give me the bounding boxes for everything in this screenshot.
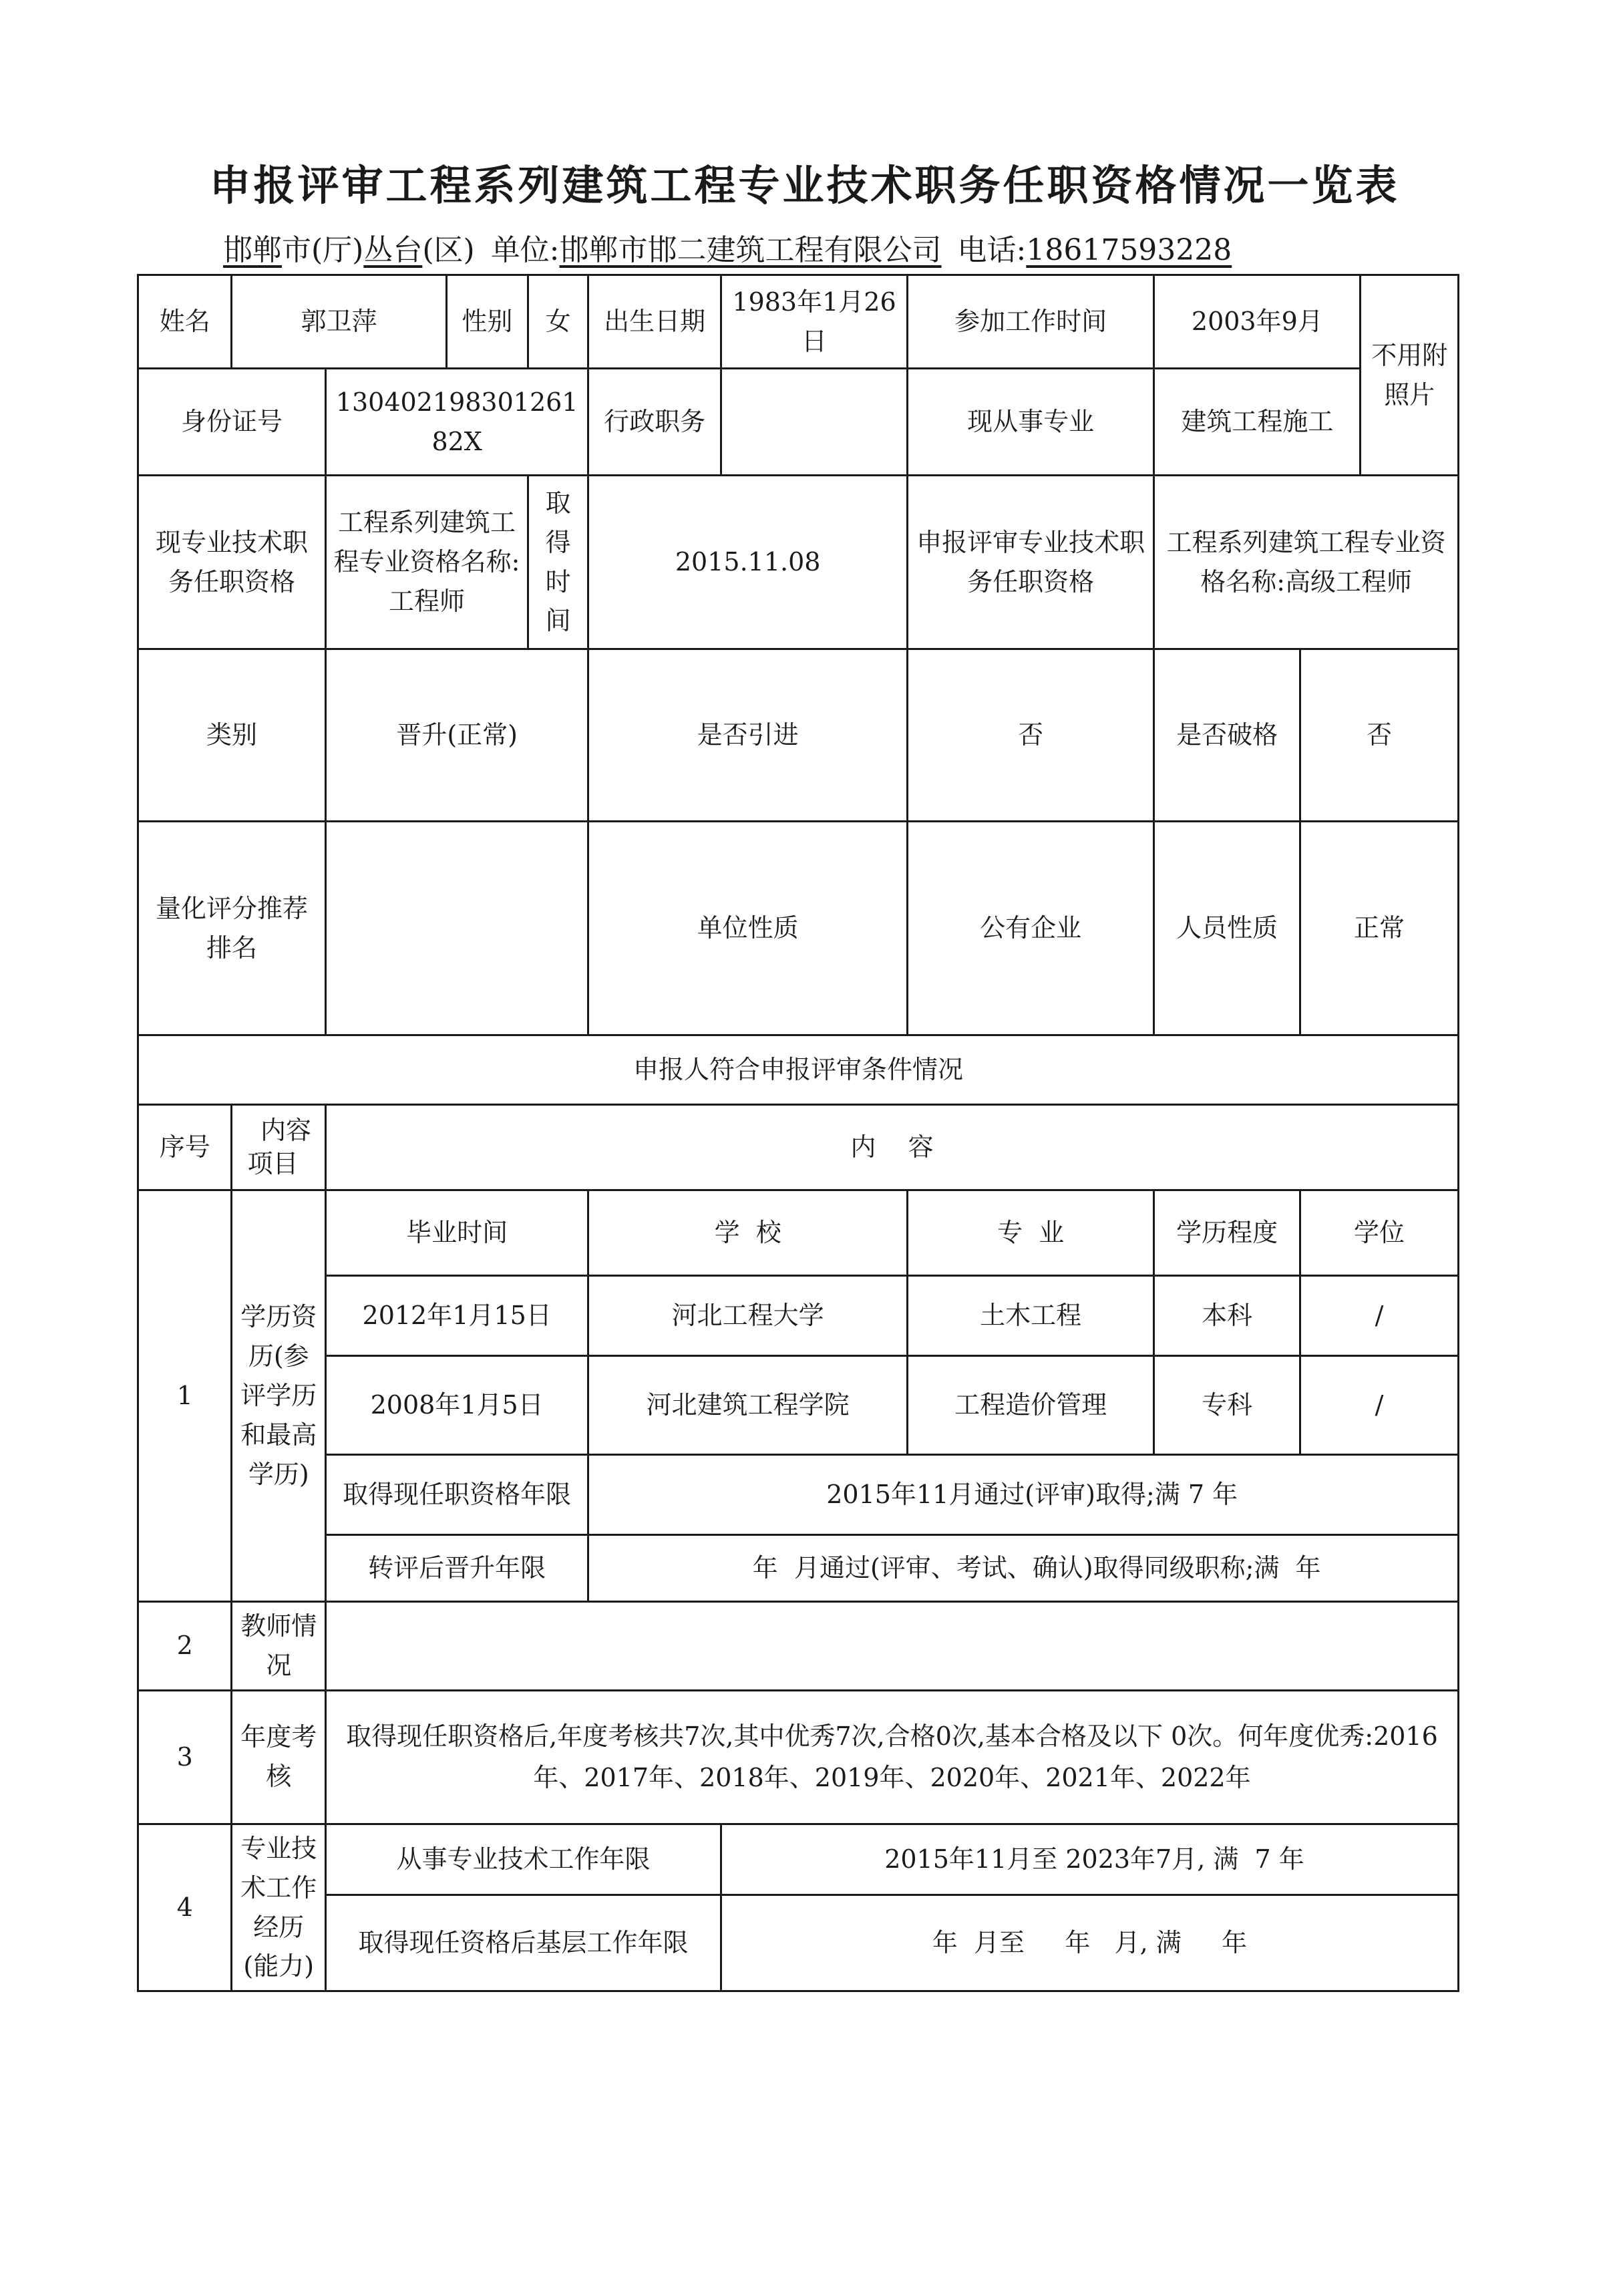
content-header-part: 内容: [260, 1116, 311, 1145]
education-row-1-time: 2012年1月15日: [325, 1276, 588, 1356]
experience-years-label: 从事专业技术工作年限: [325, 1824, 721, 1895]
current-qualification-label: 现专业技术职务任职资格: [138, 476, 326, 649]
unit-value: 邯郸市邯二建筑工程有限公司: [559, 233, 942, 267]
score-label: 量化评分推荐排名: [138, 822, 326, 1035]
item-header-part: 项目: [247, 1149, 299, 1179]
education-col-degree: 学位: [1300, 1190, 1459, 1276]
assessment-value: 取得现任职资格后,年度考核共7次,其中优秀7次,合格0次,基本合格及以下 0次。何年度优秀:2016年、2017年、2018年、2019年、2020年、2021年、2022年: [325, 1690, 1458, 1824]
birth-value: 1983年1月26日: [721, 275, 908, 369]
city-value: 邯郸: [223, 233, 282, 267]
assessment-label: 年度考核: [232, 1690, 325, 1824]
city-suffix: 市(厅): [282, 233, 364, 267]
introduced-value: 否: [908, 649, 1154, 822]
applicant-info-line: [223, 226, 1425, 269]
content-header: 内 容: [325, 1105, 1458, 1190]
education-row-1-school: 河北工程大学: [588, 1276, 908, 1356]
education-col-major: 专 业: [908, 1190, 1154, 1276]
unit-nature-value: 公有企业: [908, 822, 1154, 1035]
experience-no: 4: [138, 1824, 232, 1991]
category-label: 类别: [138, 649, 326, 822]
qualification-years-label: 取得现任职资格年限: [325, 1455, 588, 1535]
photo-cell: 不用附照片: [1361, 275, 1459, 476]
district-suffix: (区): [422, 233, 475, 267]
grassroots-years-value: 年 月至 年 月, 满 年: [721, 1895, 1459, 1991]
phone-value: 18617593228: [1026, 233, 1232, 267]
education-row-1-degree: /: [1300, 1276, 1459, 1356]
education-col-school: 学 校: [588, 1190, 908, 1276]
apply-qualification-value: 工程系列建筑工程专业资格名称:高级工程师: [1154, 476, 1459, 649]
work-start-value: 2003年9月: [1154, 275, 1361, 369]
obtain-time-label: 取得时间: [528, 476, 588, 649]
unit-nature-label: 单位性质: [588, 822, 908, 1035]
education-col-level: 学历程度: [1154, 1190, 1300, 1276]
score-value: [325, 822, 588, 1035]
transfer-years-label: 转评后晋升年限: [325, 1535, 588, 1602]
qualification-years-value: 2015年11月通过(评审)取得;满 7 年: [588, 1455, 1459, 1535]
person-nature-value: 正常: [1300, 822, 1459, 1035]
exception-value: 否: [1300, 649, 1459, 822]
birth-label: 出生日期: [588, 275, 721, 369]
teacher-value: [325, 1602, 1458, 1691]
introduced-label: 是否引进: [588, 649, 908, 822]
name-label: 姓名: [138, 275, 232, 369]
grassroots-years-label: 取得现任资格后基层工作年限: [325, 1895, 721, 1991]
district-value: 丛台: [363, 233, 423, 267]
conditions-section-title: 申报人符合申报评审条件情况: [138, 1035, 1459, 1105]
obtain-time-value: 2015.11.08: [588, 476, 908, 649]
id-label: 身份证号: [138, 369, 326, 476]
page-title: 申报评审工程系列建筑工程专业技术职务任职资格情况一览表: [209, 161, 1400, 210]
education-row-1-level: 本科: [1154, 1276, 1300, 1356]
teacher-no: 2: [138, 1602, 232, 1691]
education-row-2-school: 河北建筑工程学院: [588, 1356, 908, 1455]
education-row-2-level: 专科: [1154, 1356, 1300, 1455]
education-row-1-major: 土木工程: [908, 1276, 1154, 1356]
education-row-2-time: 2008年1月5日: [325, 1356, 588, 1455]
id-value: 13040219830126182X: [325, 369, 588, 476]
education-row-2-degree: /: [1300, 1356, 1459, 1455]
content-item-header: [232, 1105, 325, 1190]
exception-label: 是否破格: [1154, 649, 1300, 822]
major-label: 现从事专业: [908, 369, 1154, 476]
assessment-no: 3: [138, 1690, 232, 1824]
admin-label: 行政职务: [588, 369, 721, 476]
admin-value: [721, 369, 908, 476]
no-header: 序号: [138, 1105, 232, 1190]
current-qualification-value: 工程系列建筑工程专业资格名称:工程师: [325, 476, 528, 649]
experience-years-value: 2015年11月至 2023年7月, 满 7 年: [721, 1824, 1459, 1895]
category-value: 晋升(正常): [325, 649, 588, 822]
name-value: 郭卫萍: [232, 275, 446, 369]
education-item-label: 学历资历(参评学历和最高学历): [232, 1190, 325, 1602]
gender-label: 性别: [446, 275, 528, 369]
teacher-label: 教师情况: [232, 1602, 325, 1691]
education-row-2-major: 工程造价管理: [908, 1356, 1154, 1455]
gender-value: 女: [528, 275, 588, 369]
phone-label: 电话:: [957, 233, 1027, 267]
person-nature-label: 人员性质: [1154, 822, 1300, 1035]
qualification-table: [137, 274, 1459, 1992]
transfer-years-value: 年 月通过(评审、考试、确认)取得同级职称;满 年: [588, 1535, 1459, 1602]
education-col-time: 毕业时间: [325, 1190, 588, 1276]
unit-label: 单位:: [490, 233, 560, 267]
experience-label: 专业技术工作经历(能力): [232, 1824, 325, 1991]
apply-qualification-label: 申报评审专业技术职务任职资格: [908, 476, 1154, 649]
education-no: 1: [138, 1190, 232, 1602]
work-start-label: 参加工作时间: [908, 275, 1154, 369]
major-value: 建筑工程施工: [1154, 369, 1361, 476]
